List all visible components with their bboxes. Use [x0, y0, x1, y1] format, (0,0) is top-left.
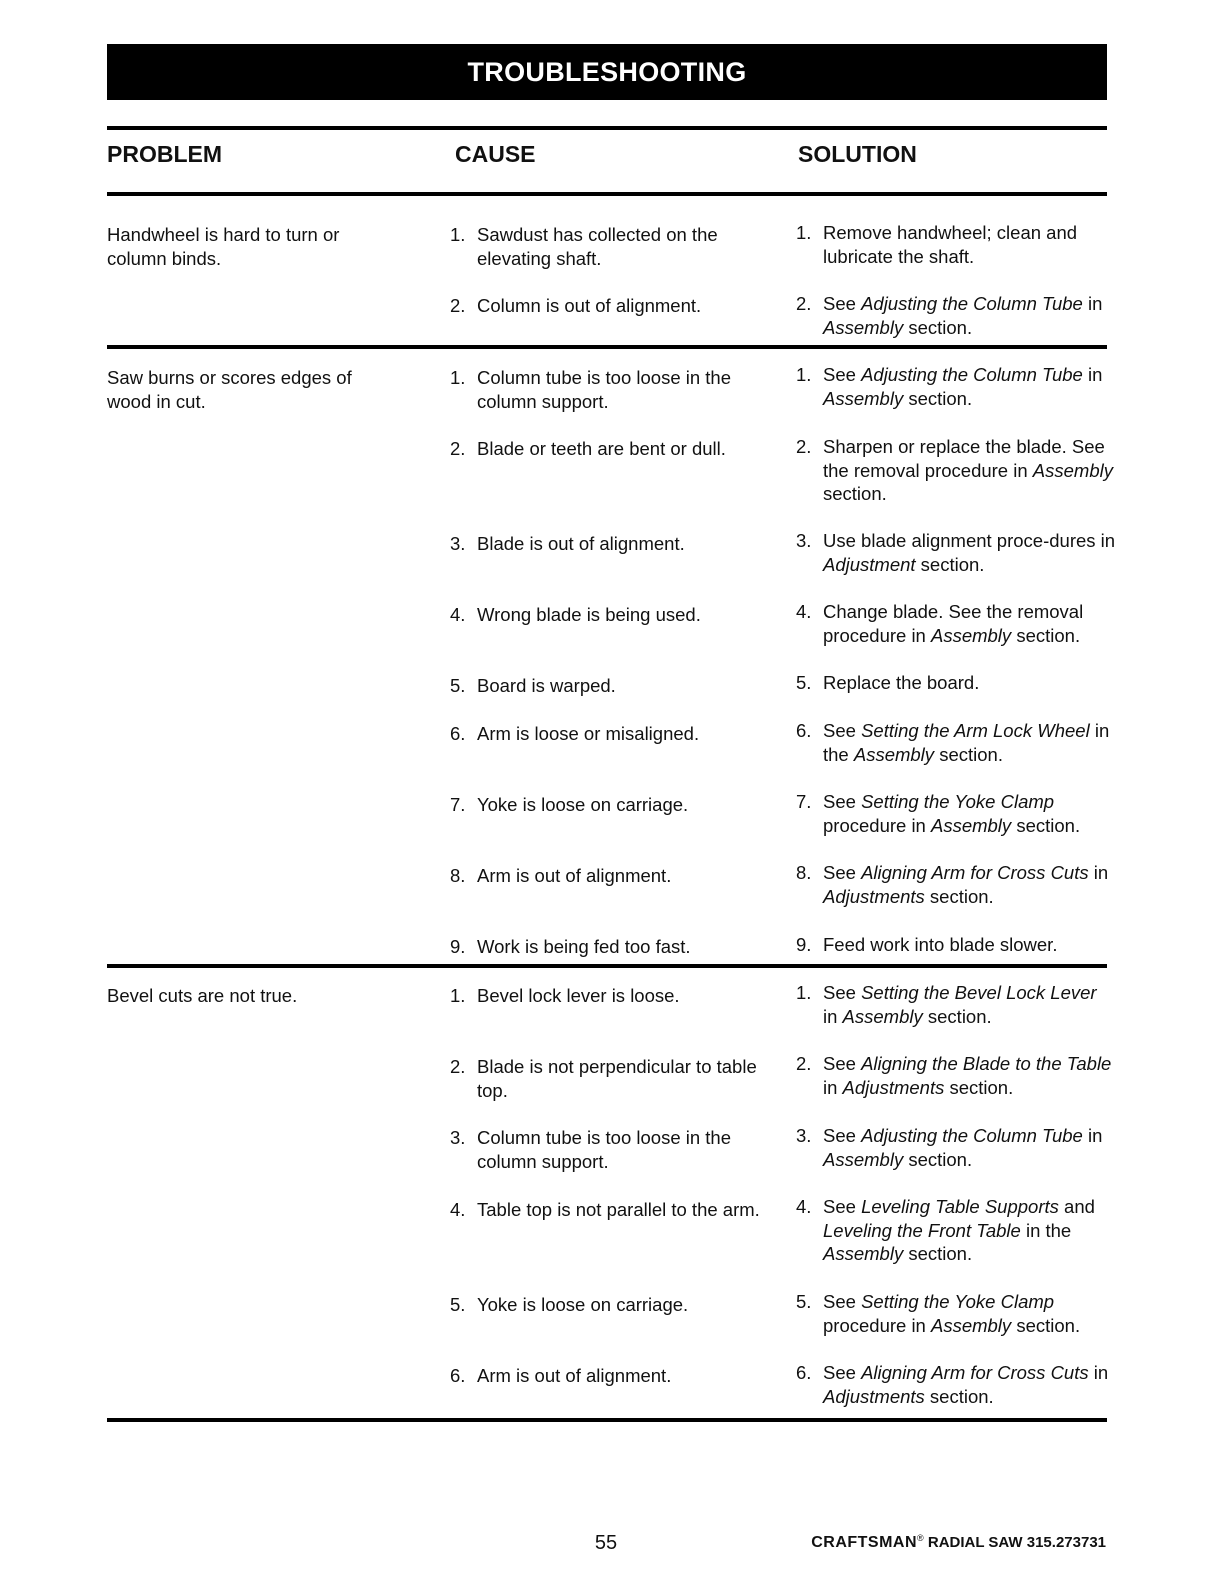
- cause-2-6: [450, 722, 770, 746]
- problem-3: Bevel cuts are not true.: [107, 985, 298, 1006]
- cause-2-1-num: 1.: [450, 367, 466, 388]
- cause-2-3-num: 3.: [450, 533, 466, 554]
- solution-3-1-num: 1.: [796, 982, 812, 1003]
- solution-2-5: [796, 671, 1116, 695]
- solution-2-8: [796, 861, 1116, 908]
- cause-2-7-num: 7.: [450, 794, 466, 815]
- cause-1-2: [450, 294, 770, 318]
- cause-2-9-text: Work is being fed too fast.: [477, 936, 691, 957]
- italic-reference: Adjustments: [823, 885, 925, 907]
- cause-3-2-text: Blade is not perpendicular to table top.: [477, 1056, 757, 1101]
- solution-2-9: [796, 933, 1116, 957]
- cause-2-1: [450, 366, 770, 413]
- cause-2-6-text: Arm is loose or misaligned.: [477, 723, 700, 744]
- cause-2-7-text: Yoke is loose on carriage.: [477, 794, 689, 815]
- italic-reference: Adjustment: [823, 553, 916, 575]
- solution-2-2-num: 2.: [796, 436, 812, 457]
- craftsman-logo: CRAFTSMAN: [811, 1534, 918, 1551]
- italic-reference: Setting the Arm Lock Wheel: [861, 720, 1090, 741]
- italic-reference: Adjustments: [842, 1076, 945, 1098]
- italic-reference: Leveling the Front Table: [823, 1219, 1021, 1241]
- solution-2-5-text: Replace the board.: [823, 672, 980, 693]
- italic-reference: Assembly: [930, 814, 1012, 836]
- solution-3-6-num: 6.: [796, 1362, 812, 1383]
- italic-reference: Assembly: [823, 387, 904, 409]
- cause-2-2: [450, 437, 770, 461]
- cause-2-8-num: 8.: [450, 865, 466, 886]
- italic-reference: Assembly: [842, 1005, 923, 1027]
- cause-2-5: [450, 674, 770, 698]
- solution-2-7-text: See Setting the Yoke Clamp procedure in Assembly section.: [823, 791, 1081, 836]
- cause-2-5-text: Board is warped.: [477, 675, 616, 696]
- page-number: 55: [594, 1532, 618, 1554]
- solution-1-1-num: 1.: [796, 222, 812, 243]
- table-bottom-rule: [107, 1418, 1107, 1422]
- solution-2-4: [796, 600, 1116, 647]
- solution-3-1-text: See Setting the Bevel Lock Lever in Assembly section.: [823, 982, 1097, 1027]
- italic-reference: Setting the Bevel Lock Lever: [861, 982, 1097, 1003]
- cause-3-6: [450, 1364, 770, 1388]
- problem-2: Saw burns or scores edges of wood in cut.: [107, 367, 352, 412]
- italic-reference: Aligning Arm for Cross Cuts: [861, 862, 1089, 883]
- italic-reference: Leveling Table Supports: [861, 1196, 1059, 1217]
- cause-3-1: [450, 984, 770, 1008]
- cause-1-1-text: Sawdust has collected on the elevating shaft.: [477, 224, 718, 269]
- cause-2-4: [450, 603, 770, 627]
- cause-2-2-text: Blade or teeth are bent or dull.: [477, 438, 726, 459]
- cause-2-9: [450, 935, 770, 959]
- solution-2-6-num: 6.: [796, 720, 812, 741]
- cause-1-1: [450, 223, 770, 270]
- problem-1: Handwheel is hard to turn or column binds.: [107, 224, 340, 269]
- header-cause: CAUSE: [455, 141, 536, 167]
- solution-2-2-text: Sharpen or replace the blade. See the removal procedure in Assembly section.: [823, 436, 1113, 504]
- solution-2-9-num: 9.: [796, 934, 812, 955]
- solution-2-4-num: 4.: [796, 601, 812, 622]
- solution-2-9-text: Feed work into blade slower.: [823, 934, 1058, 955]
- cause-3-5-text: Yoke is loose on carriage.: [477, 1294, 689, 1315]
- solution-3-6-text: See Aligning Arm for Cross Cuts in Adjustments section.: [823, 1362, 1109, 1407]
- solution-2-3-text: Use blade alignment proce-dures in Adjustment section.: [823, 530, 1116, 575]
- cause-3-2-num: 2.: [450, 1056, 466, 1077]
- solution-3-5-num: 5.: [796, 1291, 812, 1312]
- italic-reference: Adjusting the Column Tube: [861, 364, 1083, 385]
- solution-2-1: [796, 363, 1116, 410]
- row-divider-1: [107, 345, 1107, 349]
- cause-3-1-text: Bevel lock lever is loose.: [477, 985, 680, 1006]
- cause-2-4-text: Wrong blade is being used.: [477, 604, 701, 625]
- italic-reference: Setting the Yoke Clamp: [861, 1291, 1055, 1312]
- cause-3-5: [450, 1293, 770, 1317]
- cause-3-2: [450, 1055, 770, 1102]
- solution-1-2-num: 2.: [796, 293, 812, 314]
- italic-reference: Setting the Yoke Clamp: [861, 791, 1055, 812]
- solution-3-2: [796, 1052, 1116, 1099]
- solution-2-6: [796, 719, 1116, 766]
- cause-1-2-num: 2.: [450, 295, 466, 316]
- solution-1-1: [796, 221, 1116, 268]
- cause-3-3-num: 3.: [450, 1127, 466, 1148]
- italic-reference: Assembly: [823, 1243, 904, 1264]
- solution-2-3-num: 3.: [796, 530, 812, 551]
- italic-reference: Assembly: [823, 316, 904, 338]
- solution-2-5-num: 5.: [796, 672, 812, 693]
- italic-reference: Assembly: [823, 1148, 904, 1170]
- solution-3-5: [796, 1290, 1116, 1337]
- cause-2-1-text: Column tube is too loose in the column support.: [477, 367, 732, 412]
- solution-1-2-text: See Adjusting the Column Tube in Assembly section.: [823, 293, 1103, 338]
- italic-reference: Adjusting the Column Tube: [861, 1125, 1083, 1146]
- cause-2-8-text: Arm is out of alignment.: [477, 865, 672, 886]
- italic-reference: Assembly: [930, 1314, 1012, 1336]
- solution-1-2: [796, 292, 1116, 339]
- cause-2-8: [450, 864, 770, 888]
- solution-1-1-text: Remove handwheel; clean and lubricate the shaft.: [823, 222, 1078, 267]
- solution-3-3-num: 3.: [796, 1125, 812, 1146]
- cause-3-4: [450, 1198, 770, 1222]
- cause-2-7: [450, 793, 770, 817]
- header-bottom-rule: [107, 192, 1107, 196]
- cause-3-6-text: Arm is out of alignment.: [477, 1365, 672, 1386]
- cause-2-4-num: 4.: [450, 604, 466, 625]
- solution-2-6-text: See Setting the Arm Lock Wheel in the Assembly section.: [823, 720, 1110, 765]
- cause-2-3-text: Blade is out of alignment.: [477, 533, 685, 554]
- italic-reference: Aligning Arm for Cross Cuts: [861, 1362, 1089, 1383]
- solution-3-1: [796, 981, 1116, 1028]
- cause-2-6-num: 6.: [450, 723, 466, 744]
- solution-3-6: [796, 1361, 1116, 1408]
- cause-1-1-num: 1.: [450, 224, 466, 245]
- cause-3-5-num: 5.: [450, 1294, 466, 1315]
- cause-1-2-text: Column is out of alignment.: [477, 295, 702, 316]
- product-name: RADIAL SAW 315.273731: [927, 1534, 1106, 1551]
- row-divider-2: [107, 964, 1107, 968]
- header-problem: PROBLEM: [107, 141, 222, 167]
- solution-3-4: [796, 1195, 1116, 1266]
- italic-reference: Assembly: [930, 624, 1012, 646]
- cause-3-4-num: 4.: [450, 1199, 466, 1220]
- solution-2-4-text: Change blade. See the removal procedure in Assembly section.: [823, 601, 1084, 646]
- solution-2-2: [796, 435, 1116, 506]
- solution-3-5-text: See Setting the Yoke Clamp procedure in Assembly section.: [823, 1291, 1081, 1336]
- solution-2-7-num: 7.: [796, 791, 812, 812]
- solution-2-8-text: See Aligning Arm for Cross Cuts in Adjustments section.: [823, 862, 1109, 907]
- solution-2-1-text: See Adjusting the Column Tube in Assembly section.: [823, 364, 1103, 409]
- page-title: TROUBLESHOOTING: [107, 44, 1107, 100]
- cause-3-6-num: 6.: [450, 1365, 466, 1386]
- italic-reference: Aligning the Blade to the Table: [861, 1053, 1112, 1074]
- italic-reference: Assembly: [853, 743, 935, 765]
- cause-3-3: [450, 1126, 770, 1173]
- solution-3-3-text: See Adjusting the Column Tube in Assembly section.: [823, 1125, 1103, 1170]
- solution-3-2-text: See Aligning the Blade to the Table in Adjustments section.: [823, 1053, 1112, 1098]
- solution-3-4-num: 4.: [796, 1196, 812, 1217]
- header-solution: SOLUTION: [798, 141, 917, 167]
- footer-brand: [811, 1533, 1106, 1552]
- header-top-rule: [107, 126, 1107, 130]
- solution-2-7: [796, 790, 1116, 837]
- solution-2-8-num: 8.: [796, 862, 812, 883]
- cause-2-5-num: 5.: [450, 675, 466, 696]
- solution-2-3: [796, 529, 1116, 576]
- cause-2-9-num: 9.: [450, 936, 466, 957]
- cause-2-3: [450, 532, 770, 556]
- cause-3-1-num: 1.: [450, 985, 466, 1006]
- registered-mark: ®: [917, 1533, 924, 1543]
- cause-3-3-text: Column tube is too loose in the column support.: [477, 1127, 732, 1172]
- cause-2-2-num: 2.: [450, 438, 466, 459]
- cause-3-4-text: Table top is not parallel to the arm.: [477, 1199, 760, 1220]
- solution-3-4-text: See Leveling Table Supports and Leveling the Front Table in the Assembly section.: [823, 1196, 1095, 1264]
- solution-2-1-num: 1.: [796, 364, 812, 385]
- solution-3-2-num: 2.: [796, 1053, 812, 1074]
- italic-reference: Assembly: [1032, 459, 1113, 481]
- italic-reference: Adjusting the Column Tube: [861, 293, 1083, 314]
- italic-reference: Adjustments: [823, 1385, 925, 1407]
- solution-3-3: [796, 1124, 1116, 1171]
